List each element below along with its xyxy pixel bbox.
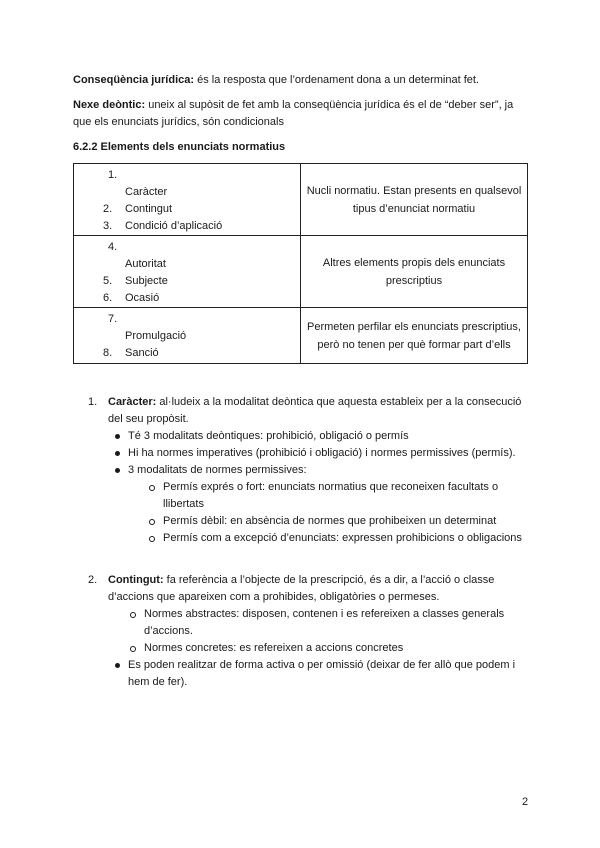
bullet-item: Es poden realitzar de forma activa o per omissió (deixar de fer allò que podem i hem de fer). (128, 657, 530, 691)
item-number: 3. (103, 220, 113, 232)
nexe-paragraph (73, 97, 533, 131)
table-row (74, 164, 528, 236)
bullet-item: Té 3 modalitats deòntiques: prohibició, obligació o permís (128, 428, 530, 445)
table-cell-items (74, 236, 301, 308)
item-label: Contingut (125, 203, 173, 215)
item-label: Promulgació (125, 330, 187, 342)
bullet-circle-icon (130, 646, 136, 652)
list-item-text: del seu propòsit. (108, 413, 189, 425)
elements-list (90, 394, 530, 547)
list-item-text: al·ludeix a la modalitat deòntica que aquesta estableix per a la consecució (156, 396, 522, 408)
list-item-text: fa referència a l’objecte de la prescripció, és a dir, a l’acció o classe (163, 574, 495, 586)
description-line: però no tenen per què formar part d’ells (317, 338, 511, 351)
bullet-circle-icon (149, 519, 155, 525)
list-item (90, 572, 530, 691)
item-number: 5. (103, 275, 113, 287)
bullet-circle-icon (149, 536, 155, 542)
bullet-circle-icon (130, 612, 136, 618)
elements-list-continued (90, 572, 530, 691)
table-row (74, 308, 528, 364)
item-label: Ocasió (125, 292, 160, 304)
bullet-item: 3 modalitats de normes permissives: (128, 462, 530, 479)
description-line: tipus d’enunciat normatiu (352, 202, 476, 215)
nexe-text-line2: que els enunciats jurídics, són condicionals (73, 116, 284, 128)
table-cell-items (74, 164, 301, 236)
item-number: 6. (103, 292, 113, 304)
table-row (74, 236, 528, 308)
sub-bullet-item: Permís com a excepció d’enunciats: expressen prohibicions o obligacions (163, 530, 530, 547)
item-label: Autoritat (125, 258, 166, 270)
list-item-label: Contingut: (108, 574, 164, 586)
bullet-circle-icon (149, 485, 155, 491)
bullet-item: Hi ha normes imperatives (prohibició i obligació) i normes permissives (permís). (128, 445, 530, 462)
sub-bullet-item: Normes concretes: es refereixen a accions concretes (144, 640, 530, 657)
item-number: 4. (108, 241, 118, 253)
list-item-label: Caràcter: (108, 396, 157, 408)
description-line: Nucli normatiu. Estan presents en qualsevol (306, 184, 522, 197)
page-number: 2 (522, 796, 529, 808)
table-cell-description (301, 164, 528, 236)
sub-bullet-item: Permís dèbil: en absència de normes que prohibeixen un determinat (163, 513, 530, 530)
table-cell-description (301, 236, 528, 308)
nexe-label: Nexe deòntic: (73, 99, 146, 111)
elements-table (73, 163, 528, 364)
bullet-dot-icon (115, 663, 120, 668)
item-number: 8. (103, 347, 113, 359)
item-label: Caràcter (125, 186, 168, 198)
bullet-dot-icon (115, 468, 120, 473)
item-number: 1. (108, 169, 118, 181)
table-cell-description (301, 308, 528, 364)
sub-bullet-item: Permís exprés o fort: enunciats normatius que reconeixen facultats o llibertats (163, 479, 530, 513)
item-label: Condició d’aplicació (125, 220, 223, 232)
consequencia-label: Conseqüència jurídica: (73, 74, 195, 86)
item-label: Sanció (125, 347, 159, 359)
table-cell-items (74, 308, 301, 364)
section-title: 6.2.2 Elements dels enunciats normatius (73, 141, 286, 153)
sub-bullet-item: Normes abstractes: disposen, contenen i es refereixen a classes generals d’accions. (144, 606, 530, 640)
consequencia-paragraph (73, 72, 533, 89)
list-number: 2. (88, 574, 98, 586)
consequencia-text: és la resposta que l’ordenament dona a un determinat fet. (194, 74, 479, 86)
nexe-text-line1: uneix al supòsit de fet amb la conseqüència jurídica és el de “deber ser”, ja (145, 99, 514, 111)
bullet-dot-icon (115, 451, 120, 456)
description-line: Altres elements propis dels enunciats (322, 256, 506, 269)
description-line: Permeten perfilar els enunciats prescriptius, (307, 320, 521, 333)
item-number: 7. (108, 313, 118, 325)
description-line: prescriptius (385, 274, 443, 287)
item-number: 2. (103, 203, 113, 215)
list-item-text: d’accions que apareixen com a prohibides, obligatòries o permeses. (108, 591, 440, 603)
list-item (90, 394, 530, 547)
list-number: 1. (88, 396, 98, 408)
item-label: Subjecte (125, 275, 168, 287)
bullet-dot-icon (115, 434, 120, 439)
